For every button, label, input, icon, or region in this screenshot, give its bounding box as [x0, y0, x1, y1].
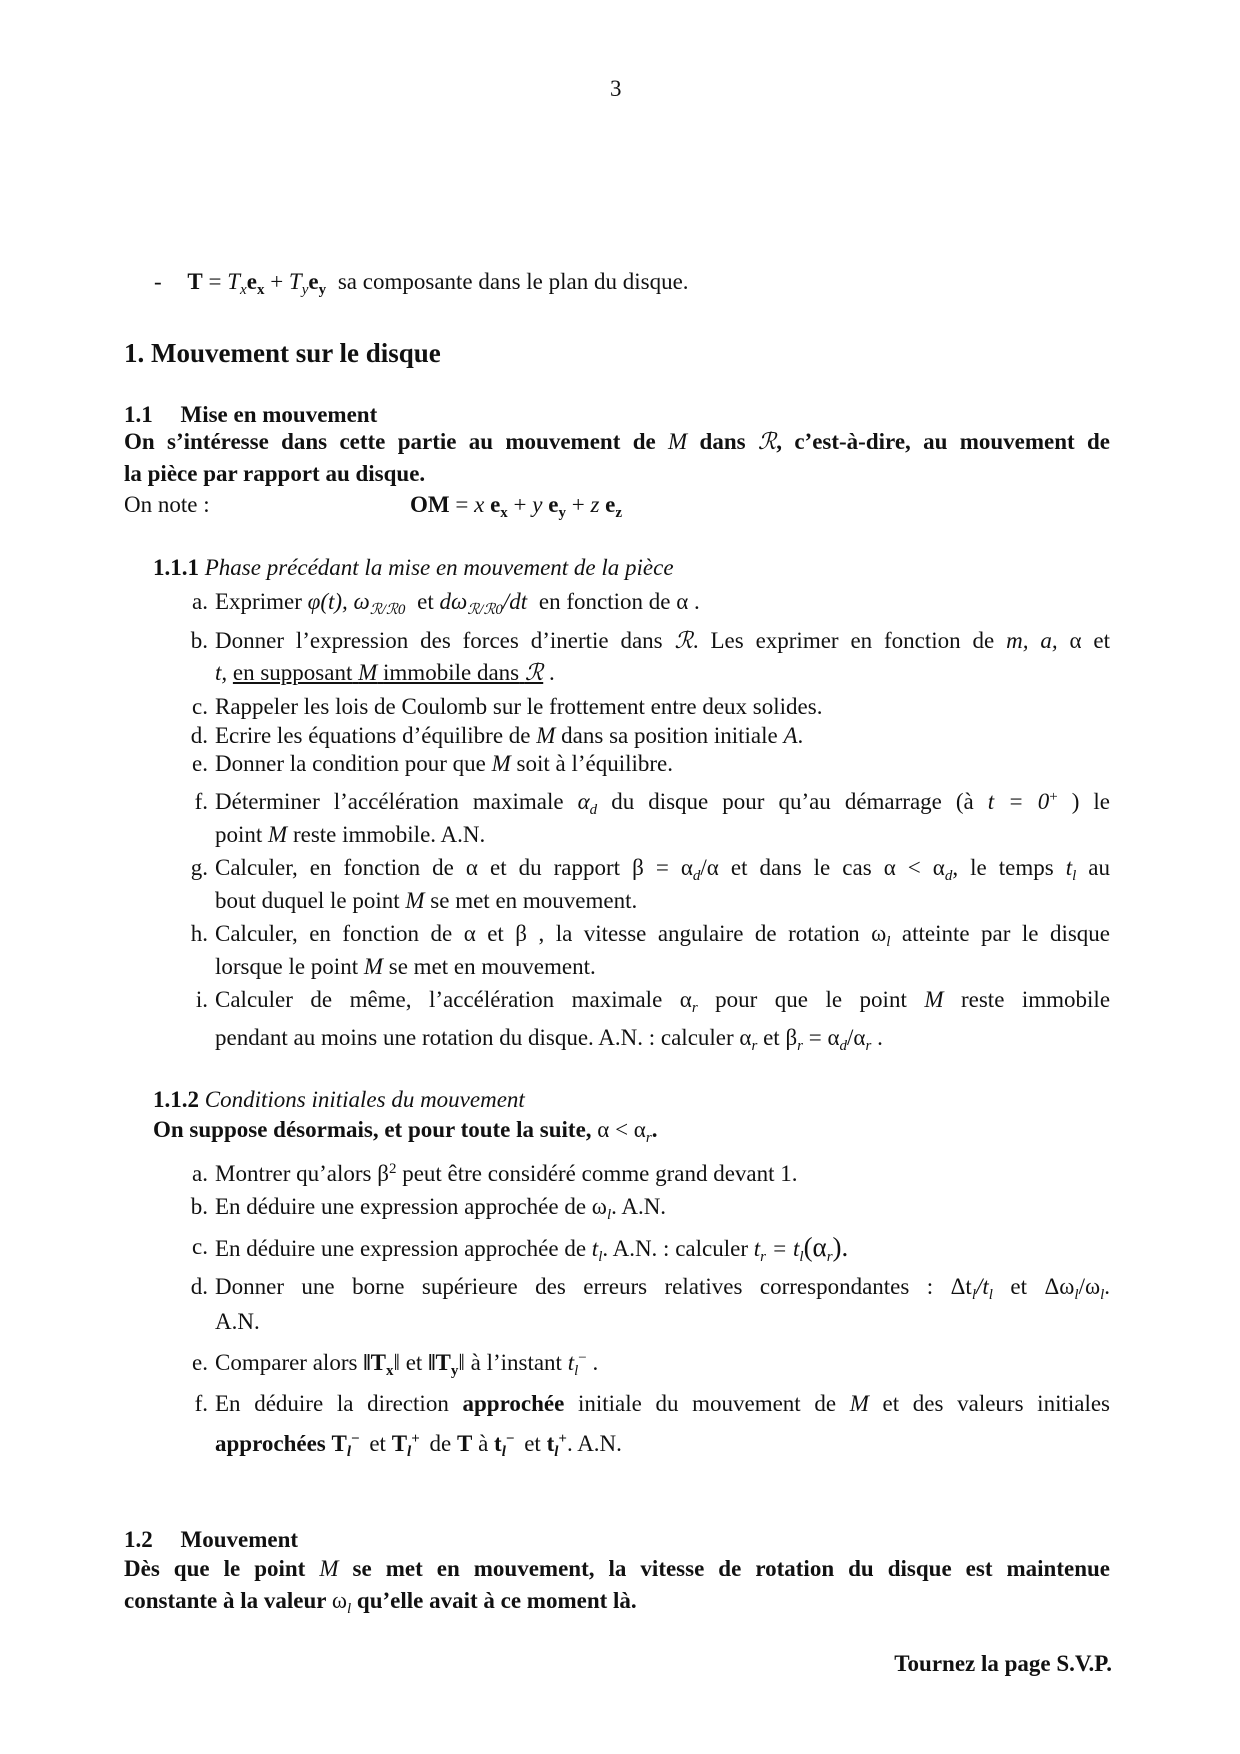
s112-f-tp-sub: l	[554, 1444, 559, 1460]
s112-assume-cond: α < α	[597, 1117, 646, 1142]
d-end: .	[797, 723, 804, 748]
s112-e-Ty-sub: y	[450, 1363, 459, 1379]
h-wl-sub: l	[886, 934, 891, 950]
h-line2b: se met en mouvement.	[388, 954, 596, 979]
i-br: β	[785, 1025, 798, 1050]
i-ar: α	[679, 987, 692, 1012]
item-letter: h.	[190, 921, 208, 946]
s111-item-g-line2	[215, 887, 637, 915]
g-M: M	[405, 888, 425, 913]
i-br-div-sub: r	[865, 1038, 872, 1054]
s12-line2b: qu’elle avait à ce moment là.	[356, 1588, 637, 1613]
s111-item-g	[180, 854, 1110, 884]
om-label: OM	[410, 492, 450, 517]
s11-intro-c: , c’est-à-dire, au mouvement de	[776, 429, 1111, 454]
i-ar2: α	[739, 1025, 752, 1050]
s112-f-M: M	[849, 1391, 869, 1416]
b-end: .	[548, 660, 555, 685]
s12-w-sub: l	[346, 1601, 352, 1617]
s112-e-text1: Comparer alors	[215, 1350, 358, 1375]
s112-c-text1: En déduire une expression approchée de	[215, 1236, 587, 1261]
g-line1c: , le temps	[952, 855, 1054, 880]
s11-intro-R: ℛ	[757, 429, 777, 454]
s112-f-line2-bold: approchées	[215, 1431, 326, 1456]
f-line1b: du disque pour qu’au démarrage (à	[611, 789, 974, 814]
s112-e-tl-sub: l	[574, 1363, 579, 1379]
s112-assume-cond-sub: r	[645, 1130, 652, 1146]
intro-eq: =	[202, 269, 228, 294]
i-end: .	[877, 1025, 883, 1050]
g-line2a: bout duquel le point	[215, 888, 400, 913]
item-letter: a.	[192, 589, 208, 614]
g-beta-b: /α	[700, 855, 719, 880]
s12-line1	[124, 1555, 1110, 1583]
s112-e-Tx: ‖T	[363, 1350, 386, 1375]
om-ezs: z	[615, 505, 623, 521]
item-letter: i.	[195, 987, 208, 1012]
f-line2a: point	[215, 822, 263, 847]
s112-d-dw-div: /ω	[1078, 1274, 1101, 1299]
b-vars: m, a,	[1006, 628, 1058, 653]
item-letter: c.	[192, 694, 208, 719]
s112-f-Tm-sup: −	[351, 1431, 360, 1447]
s111-item-d	[180, 722, 1110, 752]
s112-f-Tm-sub: l	[346, 1444, 352, 1460]
s112-f-end: . A.N.	[566, 1431, 622, 1456]
s112-c-close: ).	[832, 1232, 849, 1262]
f-t0-sup: +	[1049, 789, 1058, 805]
s111-item-a	[180, 588, 1110, 618]
s112-f-Tm: T	[331, 1431, 347, 1456]
s111-item-i	[180, 986, 1110, 1016]
e-M: M	[491, 751, 511, 776]
s112-c-text2: . A.N. : calculer	[602, 1236, 748, 1261]
s112-c-eq-sub: l	[799, 1249, 804, 1265]
item-letter: a.	[192, 1161, 208, 1186]
s112-f-et1: et	[369, 1431, 386, 1456]
s111-item-h	[180, 920, 1110, 950]
s112-f-tp: t	[546, 1431, 555, 1456]
s112-assumption	[153, 1116, 657, 1144]
intro-Ty: T	[288, 269, 302, 294]
s12-w: ω	[331, 1588, 347, 1613]
section-1-1-2-heading	[153, 1086, 525, 1114]
s112-a-text2: peut être considéré comme grand devant 1.	[402, 1161, 798, 1186]
b-alpha: α	[1069, 628, 1082, 653]
section-1-1-title: Mise en mouvement	[180, 402, 378, 427]
a-text2: en fonction de α .	[538, 589, 700, 614]
intro-T: T	[187, 269, 203, 294]
i-ar2-sub: r	[751, 1038, 758, 1054]
s12-title: Mouvement	[180, 1527, 299, 1552]
s112-b-text1: En déduire une expression approchée de	[215, 1194, 587, 1219]
om-plus2: +	[565, 492, 591, 517]
s111-item-b	[180, 627, 1110, 657]
on-note: On note :	[124, 492, 210, 517]
s112-f-bold: approchée	[462, 1391, 565, 1416]
s112-e-Tx-close: ‖	[393, 1350, 400, 1375]
s112-d-end: .	[1104, 1274, 1111, 1299]
section-1-1-heading	[124, 401, 377, 429]
s112-assume: On suppose désormais, et pour toute la suite,	[153, 1117, 592, 1142]
e-text1: Donner la condition pour que	[215, 751, 486, 776]
e-text2: soit à l’équilibre.	[516, 751, 673, 776]
s112-f-et2: et	[524, 1431, 541, 1456]
s111-number: 1.1.1	[153, 555, 199, 580]
g-line1b: et dans le cas	[730, 855, 872, 880]
footer-turn-page: Tournez la page S.V.P.	[894, 1651, 1112, 1676]
i-M: M	[924, 987, 944, 1012]
s112-f-T: T	[456, 1431, 473, 1456]
s112-item-a	[180, 1160, 1110, 1190]
g-tl: t	[1065, 855, 1073, 880]
section-1-1-number: 1.1	[124, 402, 153, 427]
om-z: z	[590, 492, 600, 517]
s112-e-tl-sup: −	[578, 1350, 587, 1366]
s112-item-f	[180, 1390, 1110, 1420]
f-ad: α	[577, 789, 590, 814]
a-dw-sub: ℛ/ℛ0	[467, 602, 503, 618]
s112-d-dt-sub: l	[971, 1287, 976, 1303]
s112-a-beta: β	[377, 1161, 389, 1186]
f-line1a: Déterminer l’accélération maximale	[215, 789, 564, 814]
intro-ex: e	[246, 269, 257, 294]
intro-text: sa composante dans le plan du disque.	[337, 269, 689, 294]
g-beta: β = α	[632, 855, 693, 880]
s112-c-arg-sub: r	[826, 1249, 833, 1265]
s111-title: Phase précédant la mise en mouvement de la pièce	[204, 555, 674, 580]
a-phi-sub: ℛ/ℛ0	[369, 602, 406, 618]
d-text2: dans sa position initiale	[561, 723, 778, 748]
intro-Tx: T	[227, 269, 241, 294]
s112-e-text2: à l’instant	[470, 1350, 562, 1375]
s11-intro-b: dans	[699, 429, 746, 454]
a-phi: φ(t), ω	[307, 589, 370, 614]
f-line2b: reste immobile. A.N.	[292, 822, 486, 847]
s112-e-et: et	[405, 1350, 423, 1375]
b-t: t,	[215, 660, 228, 685]
s111-item-e	[180, 750, 1110, 780]
h-wl: ω	[871, 921, 887, 946]
item-letter: d.	[190, 723, 208, 748]
s112-f-line1a: En déduire la direction	[215, 1391, 449, 1416]
s112-f-Tp-sup: +	[411, 1431, 420, 1447]
item-letter: b.	[190, 1194, 208, 1219]
i-br-div: /α	[847, 1025, 866, 1050]
intro-dash: -	[154, 269, 162, 294]
b-et: et	[1093, 628, 1111, 653]
h-line2a: lorsque le point	[215, 954, 359, 979]
d-M: M	[536, 723, 556, 748]
c-text: Rappeler les lois de Coulomb sur le frottement entre deux solides.	[215, 694, 823, 719]
om-y: y	[532, 492, 543, 517]
s112-e-Ty: ‖T	[428, 1350, 451, 1375]
s112-c-tr: t	[753, 1236, 761, 1261]
intro-eysub: y	[318, 282, 327, 298]
s11-intro-M: M	[668, 429, 688, 454]
s112-d-dw-div-sub: l	[1100, 1287, 1105, 1303]
b-under1: en supposant	[232, 660, 353, 685]
i-line2a: pendant au moins une rotation du disque. A.N. : calculer	[215, 1025, 734, 1050]
item-letter: e.	[192, 1350, 208, 1375]
s112-c-tl-sub: l	[598, 1249, 603, 1265]
s112-f-tm-sup: −	[505, 1431, 515, 1447]
s112-f-a: à	[478, 1431, 489, 1456]
b-R: ℛ	[674, 628, 693, 653]
s11-intro-line1	[124, 428, 1110, 456]
h-M: M	[363, 954, 384, 979]
s112-a-text1: Montrer qu’alors	[215, 1161, 372, 1186]
i-br-sub: r	[797, 1038, 803, 1054]
item-letter: f.	[194, 1391, 208, 1416]
i-br-eq: = α	[802, 1025, 840, 1050]
s11-intro-a: On s’intéresse dans cette partie au mouvement de	[124, 429, 656, 454]
s12-line1b: se met en mouvement, la vitesse de rotation du disque est maintenue	[352, 1556, 1110, 1581]
d-A: A	[783, 723, 798, 748]
s112-d-et: et	[1010, 1274, 1027, 1299]
s111-item-i-line2	[215, 1024, 883, 1052]
s12-number: 1.2	[124, 1527, 153, 1552]
om-ez: e	[605, 492, 616, 517]
s112-d-line1a: Donner une borne supérieure des erreurs relatives correspondantes :	[215, 1274, 934, 1299]
om-eq: =	[449, 492, 475, 517]
b-under2: immobile dans	[383, 660, 520, 685]
section-1-2-heading	[124, 1526, 298, 1554]
item-letter: b.	[190, 628, 208, 653]
s112-item-b	[180, 1193, 1110, 1223]
s112-d-dw: Δω	[1044, 1274, 1075, 1299]
s112-e-Tx-sub: x	[386, 1363, 394, 1379]
s111-item-f	[180, 788, 1110, 818]
item-letter: g.	[190, 855, 208, 880]
intro-line	[154, 268, 689, 296]
s112-item-c	[180, 1233, 1110, 1263]
s111-item-c	[180, 693, 1110, 723]
om-ey: e	[548, 492, 559, 517]
om-formula	[410, 491, 622, 519]
om-eys: y	[558, 505, 566, 521]
f-t0: t = 0	[987, 789, 1050, 814]
s112-d-dt-div: /t	[975, 1274, 989, 1299]
item-letter: d.	[190, 1274, 208, 1299]
g-cond: α < α	[883, 855, 945, 880]
s112-f-line1b: initiale du mouvement de	[577, 1391, 837, 1416]
section-1-title: 1. Mouvement sur le disque	[124, 338, 441, 368]
s112-item-e	[180, 1349, 1110, 1379]
a-et: et	[417, 589, 434, 614]
s112-e-tl: t	[567, 1350, 575, 1375]
s11-intro-line2: la pièce par rapport au disque.	[124, 461, 426, 486]
s112-c-tr-sub: r	[760, 1249, 766, 1265]
s112-number: 1.1.2	[153, 1087, 199, 1112]
s111-item-b-line2	[215, 659, 555, 687]
s112-c-eq: = t	[765, 1236, 800, 1261]
s12-line1a: Dès que le point	[124, 1556, 306, 1581]
f-line1c: ) le	[1071, 789, 1110, 814]
s12-line2a: constante à la valeur	[124, 1588, 327, 1613]
i-br-eq-sub: d	[839, 1038, 848, 1054]
intro-y: y	[301, 282, 309, 298]
s112-f-line1c: et des valeurs initiales	[882, 1391, 1110, 1416]
g-tl-sub: l	[1072, 868, 1077, 884]
b-R2: ℛ	[524, 660, 544, 685]
i-line2b: et	[763, 1025, 780, 1050]
s112-assume-end: .	[651, 1117, 658, 1142]
s112-d-dw-sub: l	[1074, 1287, 1079, 1303]
s112-e-end: .	[592, 1350, 599, 1375]
om-exs: x	[500, 505, 508, 521]
s112-e-Ty-close: ‖	[458, 1350, 465, 1375]
g-beta-sub: d	[692, 868, 701, 884]
i-line1c: reste immobile	[960, 987, 1111, 1012]
b-line1a: Donner l’expression des forces d’inertie dans	[215, 628, 663, 653]
b-line1b: . Les exprimer en fonction de	[692, 628, 995, 653]
om-ex: e	[490, 492, 501, 517]
a-dw: dω	[439, 589, 468, 614]
g-cond-sub: d	[944, 868, 953, 884]
s112-f-Tp: T	[391, 1431, 408, 1456]
i-line1a: Calculer de même, l’accélération maximale	[215, 987, 663, 1012]
item-letter: e.	[192, 751, 208, 776]
s112-b-wl-sub: l	[606, 1207, 612, 1223]
intro-plus: +	[264, 269, 289, 294]
d-text1: Ecrire les équations d’équilibre de	[215, 723, 531, 748]
b-under-M: M	[358, 660, 378, 685]
s112-b-wl: ω	[591, 1194, 607, 1219]
intro-ey: e	[308, 269, 319, 294]
om-x: x	[474, 492, 485, 517]
s112-c-arg: (α	[803, 1232, 827, 1262]
h-line1b: atteinte par le disque	[901, 921, 1111, 946]
i-ar-sub: r	[691, 1000, 698, 1016]
intro-x: x	[240, 282, 247, 298]
s112-d-dt-div-sub: l	[988, 1287, 993, 1303]
s112-item-d-line2: A.N.	[215, 1309, 260, 1334]
a-dt: /dt	[502, 589, 528, 614]
s112-f-tm: t	[494, 1431, 502, 1456]
s12-M: M	[319, 1556, 339, 1581]
s111-item-h-line2	[215, 953, 596, 981]
s111-item-f-line2	[215, 821, 485, 849]
s112-item-d	[180, 1273, 1110, 1303]
s112-f-tm-sub: l	[501, 1444, 506, 1460]
i-line1b: pour que le point	[715, 987, 907, 1012]
s112-f-de: de	[429, 1431, 452, 1456]
a-text1: Exprimer	[215, 589, 302, 614]
item-letter: c.	[192, 1234, 208, 1259]
intro-exsub: x	[256, 282, 265, 298]
s112-d-dt: Δt	[950, 1274, 972, 1299]
s112-title: Conditions initiales du mouvement	[204, 1087, 525, 1112]
item-letter: f.	[194, 789, 208, 814]
g-line2b: se met en mouvement.	[430, 888, 638, 913]
h-line1a: Calculer, en fonction de α et β , la vitesse angulaire de rotation	[215, 921, 860, 946]
g-line1a: Calculer, en fonction de α et du rapport	[215, 855, 621, 880]
f-M: M	[268, 822, 288, 847]
s112-a-beta-sup: 2	[388, 1161, 397, 1177]
s112-f-tp-sup: +	[558, 1431, 567, 1447]
page-number: 3	[610, 76, 622, 101]
section-1-1-1-heading	[153, 554, 674, 582]
s112-b-text2: . A.N.	[611, 1194, 667, 1219]
s112-f-Tp-sub: l	[407, 1444, 412, 1460]
s112-item-f-line2	[215, 1430, 622, 1458]
s12-line2	[124, 1587, 637, 1615]
om-plus1: +	[507, 492, 533, 517]
g-line1d: au	[1088, 855, 1111, 880]
s112-c-tl: t	[591, 1236, 599, 1261]
f-ad-sub: d	[589, 802, 598, 818]
